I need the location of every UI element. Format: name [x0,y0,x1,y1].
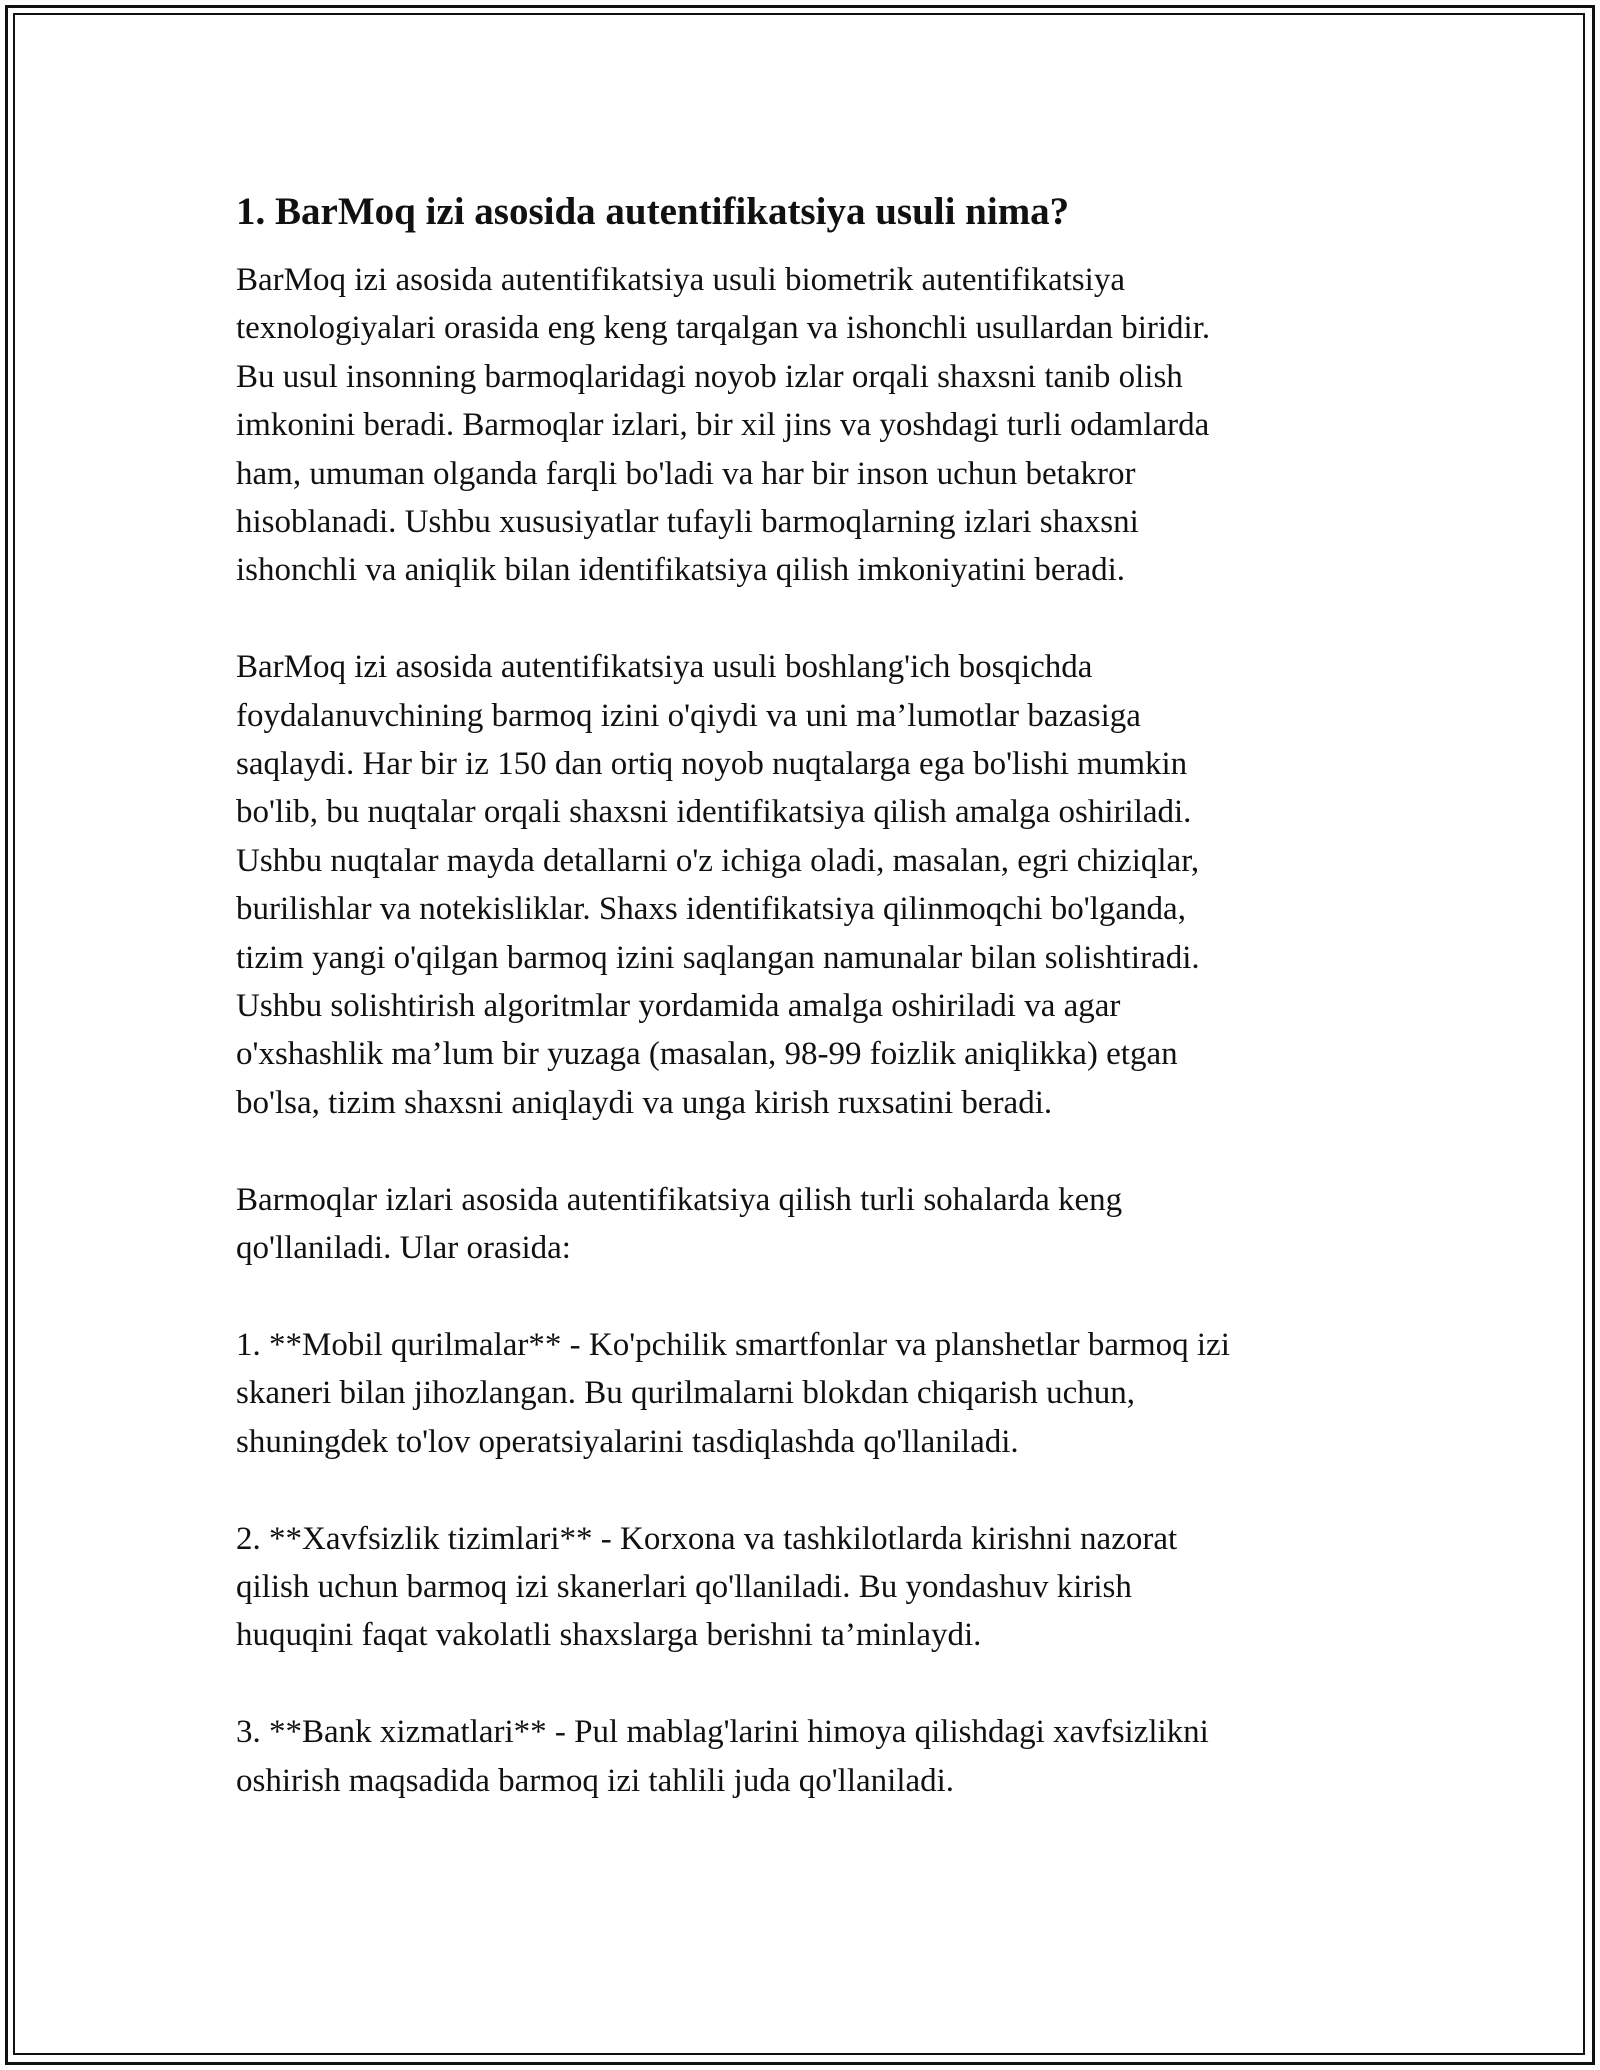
paragraph-process: BarMoq izi asosida autentifikatsiya usuli boshlang'ich bosqichda foydalanuvchining barmoq izini o'qiydi va uni ma’lumotlar bazasiga saqlaydi. Har bir iz 150 dan ortiq noyob nuqtalarga ega bo'lishi mumkin bo'lib, bu nuqtalar orqali shaxsni identifikatsiya qilish amalga oshiriladi. Ushbu nuqtalar mayda detallarni o'z ichiga oladi, masalan, egri chiziqlar, burilishlar va notekisliklar. Shaxs identifikatsiya qilinmoqchi bo'lganda, tizim yangi o'qilgan barmoq izini saqlangan namunalar bilan solishtiradi. Ushbu solishtirish algoritmlar yordamida amalga oshiriladi va agar o'xshashlik ma’lum bir yuzaga (masalan, 98-99 foizlik aniqlikka) etgan bo'lsa, tizim shaxsni aniqlaydi va unga kirish ruxsatini beradi. [236,649,1200,1121]
document-title: 1. BarMoq izi asosida autentifikatsiya usuli nima? [236,190,1070,233]
list-item-bank: 3. **Bank xizmatlari** - Pul mablag'larini himoya qilishdagi xavfsizlikni oshirish maqsadida barmoq izi tahlili juda qo'llaniladi. [236,1714,1209,1799]
list-item-security: 2. **Xavfsizlik tizimlari** - Korxona va tashkilotlarda kirishni nazorat qilish uchun barmoq izi skanerlari qo'llaniladi. Bu yondashuv kirish huquqini faqat vakolatli shaxslarga berishni ta’minlaydi. [236,1520,1178,1654]
paragraph-intro: BarMoq izi asosida autentifikatsiya usuli biometrik autentifikatsiya texnologiyalari orasida eng keng tarqalgan va ishonchli usullardan biridir. Bu usul insonning barmoqlaridagi noyob izlar orqali shaxsni tanib olish imkonini beradi. Barmoqlar izlari, bir xil jins va yoshdagi turli odamlarda ham, umuman olganda farqli bo'ladi va har bir inson uchun betakror hisoblanadi. Ushbu xususiyatlar tufayli barmoqlarning izlari shaxsni ishonchli va aniqlik bilan identifikatsiya qilish imkoniyatini beradi. [236,262,1211,589]
paragraph-applications: Barmoqlar izlari asosida autentifikatsiya qilish turli sohalarda keng qo'llaniladi. Ular orasida: [236,1181,1123,1267]
list-item-mobile: 1. **Mobil qurilmalar** - Ko'pchilik smartfonlar va planshetlar barmoq izi skaneri bilan jihozlangan. Bu qurilmalarni blokdan chiqarish uchun, shuningdek to'lov operatsiyalarini tasdiqlashda qo'llaniladi. [236,1326,1230,1460]
document-body [236,186,1386,1853]
